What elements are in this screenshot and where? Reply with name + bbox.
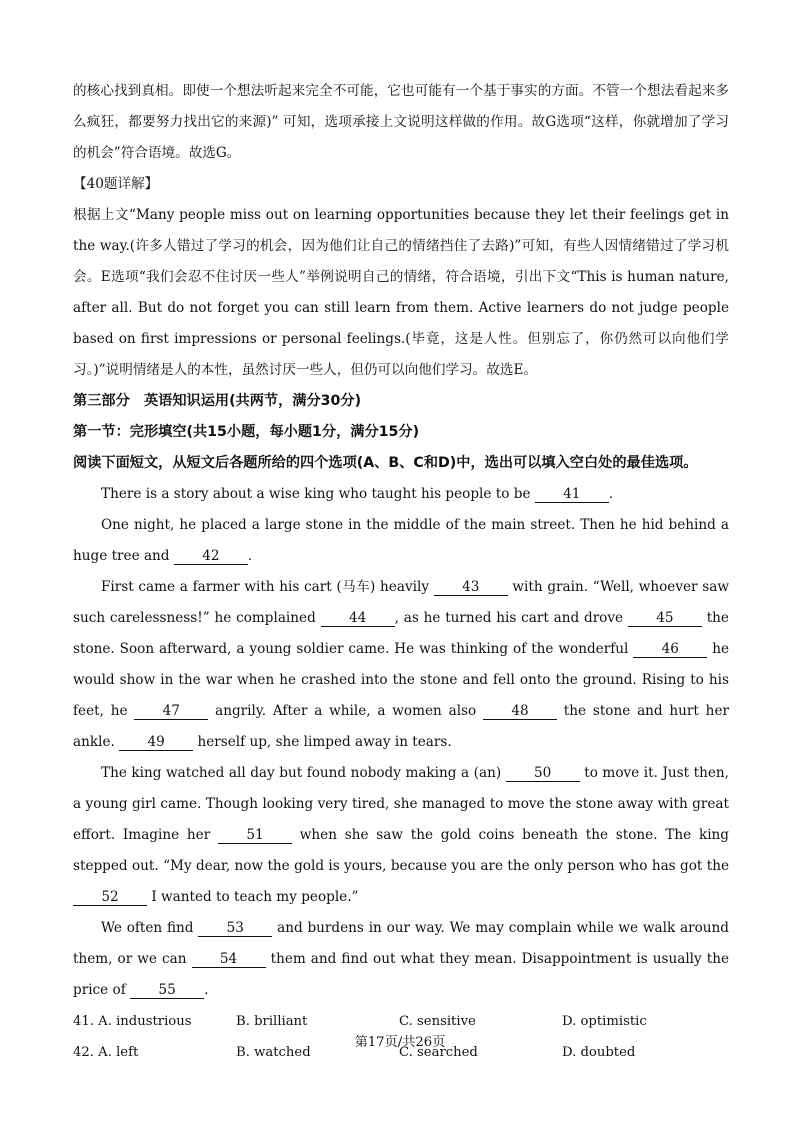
blank-49: 49 (119, 735, 193, 751)
blank-54: 54 (192, 952, 266, 968)
option-42-a: 42. A. left (73, 1045, 139, 1060)
blank-42: 42 (174, 549, 248, 565)
option-42-c: C. searched (399, 1045, 478, 1060)
passage-paragraph-5: We often find 53 and burdens in our way. We may complain while we walk around them, or we can 54 them and find out what they mean. Disappointment is usually the price of 55 . (73, 920, 730, 998)
option-41-b: B. brilliant (236, 1014, 308, 1029)
option-42-b: B. watched (236, 1045, 311, 1060)
blank-46: 46 (633, 642, 707, 658)
document-page (73, 76, 729, 1068)
passage-paragraph-2: One night, he placed a large stone in the middle of the main street. Then he hid behind a huge tree and 42 . (73, 517, 729, 564)
blank-45: 45 (628, 611, 702, 627)
blank-52: 52 (73, 890, 147, 906)
q40-heading: 【40题详解】 (73, 176, 159, 192)
option-41-a: 41. A. industrious (73, 1014, 192, 1029)
blank-43: 43 (434, 580, 508, 596)
passage-paragraph-1: There is a story about a wise king who taught his people to be 41 . (101, 486, 614, 502)
blank-48: 48 (483, 704, 557, 720)
section-3-heading: 第三部分 英语知识运用(共两节，满分30分) (73, 393, 362, 409)
blank-50: 50 (506, 766, 580, 782)
option-41-c: C. sensitive (399, 1014, 476, 1029)
blank-44: 44 (321, 611, 395, 627)
option-41-d: D. optimistic (562, 1014, 647, 1029)
blank-47: 47 (134, 704, 208, 720)
intro-paragraph: 的核心找到真相。即使一个想法听起来完全不可能，它也可能有一个基于事实的方面。不管一个想法看起来多么疯狂，都要努力找出它的来源)” 可知，选项承接上文说明这样做的作用。故G选项“这样，你就增加了学习的机会”符合语境。故选G。 (73, 83, 729, 161)
option-42-d: D. doubted (562, 1045, 636, 1060)
blank-41: 41 (535, 487, 609, 503)
part-1-heading: 第一节：完形填空(共15小题，每小题1分，满分15分) (73, 424, 420, 440)
page-footer: 第17页/共26页 (354, 1035, 446, 1050)
blank-55: 55 (130, 983, 204, 999)
passage-paragraph-4: The king watched all day but found nobody making a (an) 50 to move it. Just then, a young girl came. Though looking very tired, she managed to move the stone away with great effort. Imagine her 51 when she saw the gold coins beneath the stone. The king stepped out. “My dear, now the gold is yours, because you are the only person who has got the 52 I wanted to teach my people.” (73, 765, 729, 905)
instruction-text: 阅读下面短文，从短文后各题所给的四个选项(A、B、C和D)中，选出可以填入空白处的最佳选项。 (73, 455, 698, 471)
blank-51: 51 (218, 828, 292, 844)
q40-explanation: 根据上文“Many people miss out on learning opportunities because they let their feelings get in the way.(许多人错过了学习的机会，因为他们让自己的情绪挡住了去路)”可知，有些人因情绪错过了学习机会。E选项“我们会忍不住讨厌一些人”举例说明自己的情绪，符合语境，引出下文“This is human nature, after all. But do not forget you can still learn from them. Active learners do not judge people based on first impressions or personal feelings.(毕竟，这是人性。但别忘了，你仍然可以向他们学习。)”说明情绪是人的本性，虽然讨厌一些人，但仍可以向他们学习。故选E。 (73, 207, 729, 378)
passage-paragraph-3: First came a farmer with his cart (马车) heavily 43 with grain. “Well, whoever saw such carelessness!” he complained 44 , as he turned his cart and drove 45 the stone. Soon afterward, a young soldier came. He was thinking of the wonderful 46 he would show in the war when he crashed into the stone and fell onto the ground. Rising to his feet, he 47 angrily. After a while, a women also 48 the stone and hurt her ankle. 49 herself up, she limped away in tears. (73, 579, 730, 750)
blank-53: 53 (198, 921, 272, 937)
